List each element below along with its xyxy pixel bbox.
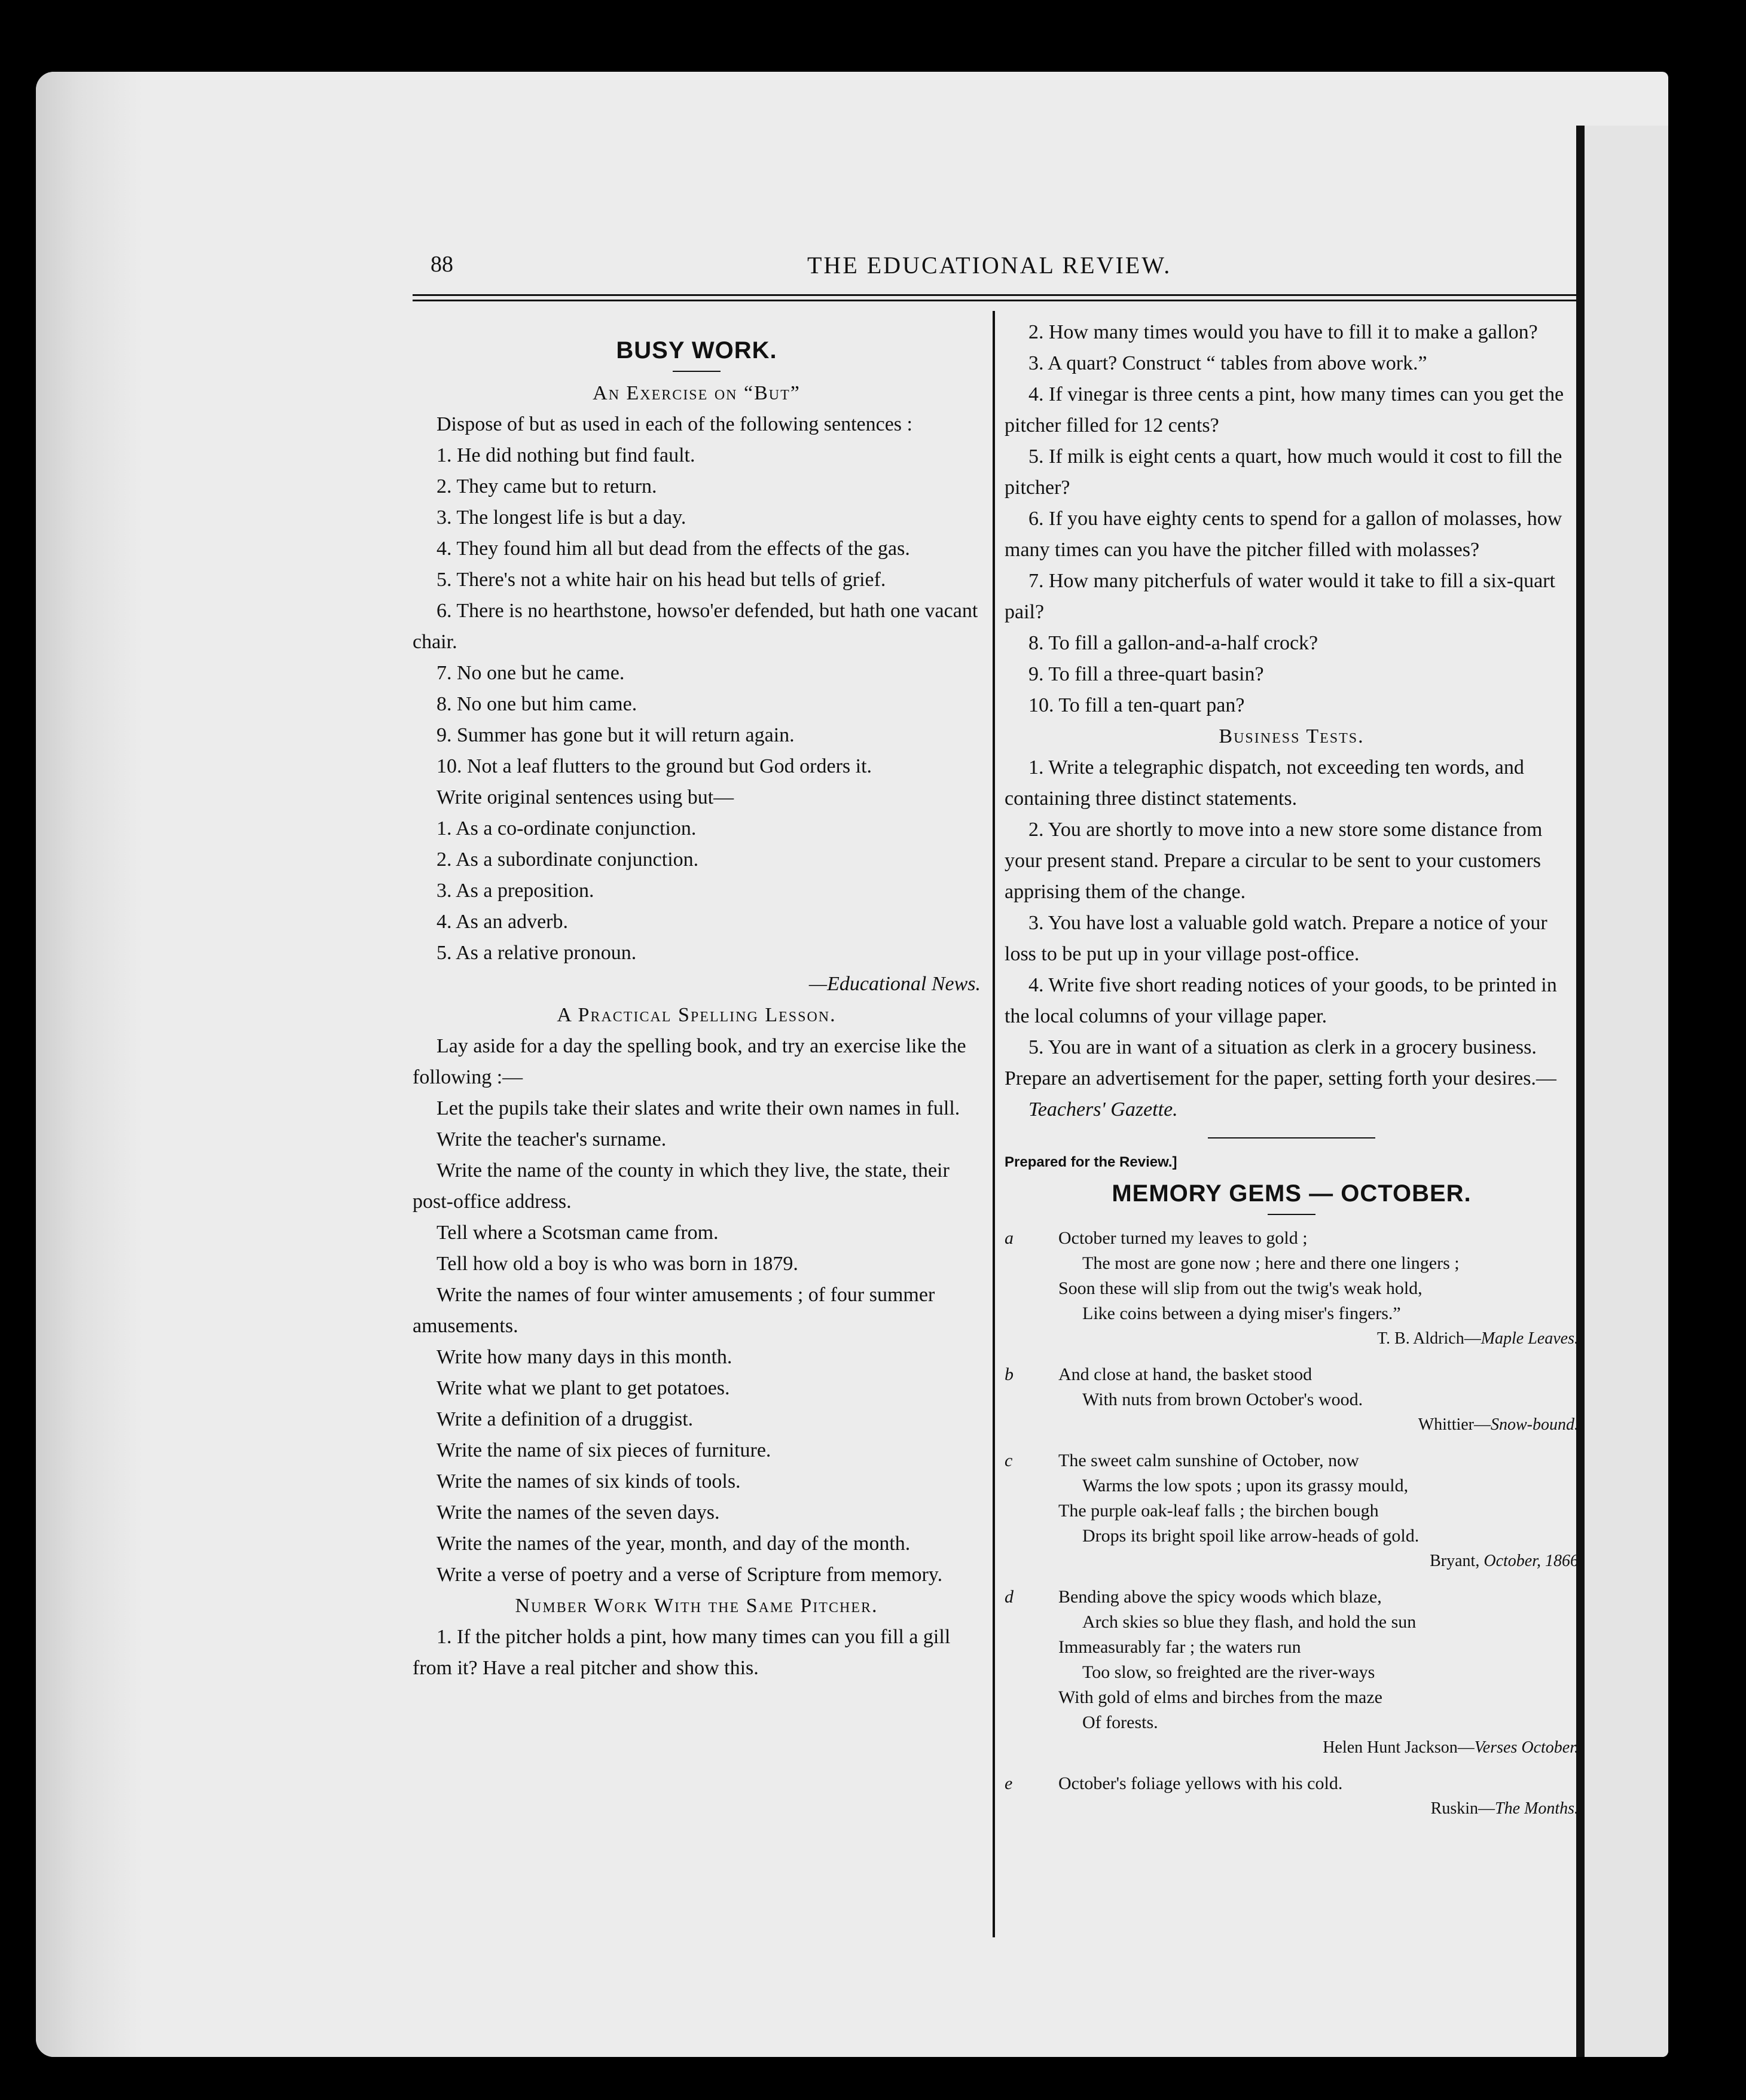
running-title: THE EDUCATIONAL REVIEW. xyxy=(807,252,1172,279)
title-rule xyxy=(673,371,721,372)
write-intro: Write original sentences using but— xyxy=(436,786,734,808)
gem-work: Verses October. xyxy=(1474,1738,1579,1757)
gem-work: October, 1866 xyxy=(1484,1552,1579,1570)
prepared-note: Prepared for the Review.] xyxy=(1005,1154,1177,1170)
poem-line: And close at hand, the basket stood xyxy=(1058,1365,1312,1384)
poem-line: Too slow, so freighted are the river-ways xyxy=(1082,1662,1375,1682)
item-number: 3. xyxy=(1028,912,1048,934)
gem-work: Maple Leaves. xyxy=(1481,1329,1579,1348)
poem-line: Like coins between a dying miser's fingers.” xyxy=(1082,1304,1401,1323)
item-text: Summer has gone but it will return again. xyxy=(457,724,795,746)
memory-gem-b xyxy=(1005,1362,1579,1437)
write-item xyxy=(413,844,981,875)
gem-author: T. B. Aldrich— xyxy=(1377,1329,1481,1348)
poem-line: With nuts from brown October's wood. xyxy=(1082,1390,1363,1409)
business-heading: Business Tests. xyxy=(1219,725,1365,747)
item-number: 4. xyxy=(436,911,456,933)
poem-line: Bending above the spicy woods which blaze, xyxy=(1058,1587,1382,1607)
business-source-text: Teachers' Gazette. xyxy=(1028,1098,1178,1121)
spelling-paragraph: Write the names of the year, month, and day of the month. xyxy=(436,1533,911,1555)
adjacent-page-edge xyxy=(1585,126,1668,2057)
item-number: 9. xyxy=(1028,663,1049,685)
poem-line: Warms the low spots ; upon its grassy mould, xyxy=(1082,1476,1409,1495)
page-header xyxy=(431,251,1614,287)
right-column xyxy=(1005,317,1579,1821)
gem-letter: b xyxy=(1005,1365,1014,1384)
page-number: 88 xyxy=(431,252,453,277)
spelling-paragraph: Write a verse of poetry and a verse of Scripture from memory. xyxy=(436,1564,943,1586)
item-number: 10. xyxy=(1028,694,1059,716)
exercise-list xyxy=(413,440,981,782)
number-work-item xyxy=(1005,379,1579,441)
memory-gem-d xyxy=(1005,1585,1579,1760)
item-text: He did nothing but find fault. xyxy=(457,444,695,466)
number-work-list xyxy=(1005,317,1579,721)
exercise-item xyxy=(413,689,981,720)
item-text: As a subordinate conjunction. xyxy=(456,848,699,871)
item-number: 1. xyxy=(1028,756,1049,779)
exercise-item xyxy=(413,471,981,502)
item-text: As a relative pronoun. xyxy=(456,942,637,964)
item-number: 8. xyxy=(436,693,457,715)
item-text: They found him all but dead from the effects of the gas. xyxy=(456,538,910,560)
spelling-paragraph: Write the names of six kinds of tools. xyxy=(436,1470,741,1492)
item-number: 8. xyxy=(1028,632,1049,654)
left-column xyxy=(413,335,981,1684)
item-text: How many times would you have to fill it to make a gallon? xyxy=(1049,321,1538,343)
spelling-paragraph: Lay aside for a day the spelling book, and try an exercise like the following :— xyxy=(413,1035,966,1088)
business-list xyxy=(1005,752,1579,1094)
exercise-source: —Educational News. xyxy=(808,973,981,995)
spelling-paragraph: Write the name of the county in which they live, the state, their post-office address. xyxy=(413,1159,950,1213)
spelling-heading: A Practical Spelling Lesson. xyxy=(557,1004,837,1026)
item-text: You have lost a valuable gold watch. Prepare a notice of your loss to be put up in your village post-office. xyxy=(1005,912,1547,965)
poem-line: With gold of elms and birches from the maze xyxy=(1058,1687,1382,1707)
item-number: 4. xyxy=(436,538,457,560)
write-list xyxy=(413,813,981,969)
spelling-paragraph: Write the teacher's surname. xyxy=(436,1128,667,1150)
poem-line: Immeasurably far ; the waters run xyxy=(1058,1637,1301,1657)
memory-gems-title: MEMORY GEMS — OCTOBER. xyxy=(1112,1180,1472,1207)
item-text: The longest life is but a day. xyxy=(456,506,686,529)
gem-author: Whittier— xyxy=(1418,1415,1491,1434)
item-text: If the pitcher holds a pint, how many times can you fill a gill from it? Have a real pitcher and show this. xyxy=(413,1626,951,1679)
business-item xyxy=(1005,970,1579,1032)
poem-line: The most are gone now ; here and there one lingers ; xyxy=(1082,1253,1460,1273)
item-number: 5. xyxy=(1028,1036,1048,1058)
spelling-paragraph: Write the names of four winter amusements ; of four summer amusements. xyxy=(413,1284,935,1337)
item-text: Not a leaf flutters to the ground but God orders it. xyxy=(467,755,872,777)
spelling-list xyxy=(413,1031,981,1591)
item-number: 1. xyxy=(436,444,457,466)
busy-work-title: BUSY WORK. xyxy=(616,337,777,364)
business-item xyxy=(1005,814,1579,908)
exercise-item xyxy=(413,502,981,533)
exercise-item xyxy=(413,596,981,658)
item-number: 9. xyxy=(436,724,457,746)
item-number: 3. xyxy=(436,506,457,529)
exercise-intro: Dispose of but as used in each of the following sentences : xyxy=(436,413,912,435)
item-number: 5. xyxy=(436,942,456,964)
business-item xyxy=(1005,752,1579,814)
number-work-heading: Number Work With the Same Pitcher. xyxy=(515,1595,878,1617)
gem-attribution xyxy=(1005,1796,1579,1821)
memory-gem-e xyxy=(1005,1771,1579,1821)
item-text: No one but he came. xyxy=(457,662,625,684)
item-text: There is no hearthstone, howso'er defended, but hath one vacant chair. xyxy=(413,600,978,653)
gem-letter: c xyxy=(1005,1451,1013,1470)
number-work-item xyxy=(1005,566,1579,628)
item-text: As an adverb. xyxy=(456,911,569,933)
item-number: 4. xyxy=(1028,974,1049,996)
gems-title-rule xyxy=(1268,1214,1315,1215)
item-number: 3. xyxy=(1028,352,1048,374)
item-text: If vinegar is three cents a pint, how many times can you get the pitcher filled for 12 cents? xyxy=(1005,383,1564,437)
gem-attribution xyxy=(1005,1412,1579,1437)
poem-line: The purple oak-leaf falls ; the birchen bough xyxy=(1058,1501,1379,1521)
poem-line: Soon these will slip from out the twig's weak hold, xyxy=(1058,1278,1423,1298)
write-item xyxy=(413,875,981,906)
item-text: They came but to return. xyxy=(456,475,657,497)
number-work-item xyxy=(1005,659,1579,690)
item-text: To fill a gallon-and-a-half crock? xyxy=(1048,632,1318,654)
business-source xyxy=(1005,1094,1579,1125)
spelling-paragraph: Write the name of six pieces of furniture. xyxy=(436,1439,771,1461)
item-number: 1. xyxy=(436,1626,457,1648)
page-sheet xyxy=(36,72,1668,2057)
gem-letter: d xyxy=(1005,1587,1014,1607)
spelling-paragraph: Write how many days in this month. xyxy=(436,1346,732,1368)
poem-line: The sweet calm sunshine of October, now xyxy=(1058,1451,1359,1470)
item-number: 10. xyxy=(436,755,467,777)
gem-attribution xyxy=(1005,1549,1579,1574)
write-item xyxy=(413,906,981,938)
number-work-item xyxy=(1005,441,1579,503)
item-text: A quart? Construct “ tables from above work.” xyxy=(1048,352,1427,374)
item-number: 7. xyxy=(1028,570,1049,592)
item-text: You are shortly to move into a new store some distance from your present stand. Prepare a circular to be sent to your customers apprising them of the change. xyxy=(1005,819,1543,903)
header-double-rule xyxy=(413,294,1579,301)
spelling-paragraph: Write what we plant to get potatoes. xyxy=(436,1377,730,1399)
poem-line: Of forests. xyxy=(1082,1713,1158,1732)
exercise-item xyxy=(413,564,981,596)
gem-author: Bryant, xyxy=(1430,1552,1484,1570)
business-item xyxy=(1005,1032,1579,1094)
gem-author: Ruskin— xyxy=(1430,1799,1495,1818)
spelling-paragraph: Tell how old a boy is who was born in 1879. xyxy=(436,1253,798,1275)
column-divider xyxy=(993,311,995,1937)
gem-work: Snow-bound. xyxy=(1491,1415,1579,1434)
write-item xyxy=(413,813,981,844)
number-work-item xyxy=(1005,628,1579,659)
item-number: 6. xyxy=(1028,508,1049,530)
gem-author: Helen Hunt Jackson— xyxy=(1323,1738,1475,1757)
item-text: How many pitcherfuls of water would it take to fill a six-quart pail? xyxy=(1005,570,1555,623)
number-work-item xyxy=(1005,503,1579,566)
memory-gem-a xyxy=(1005,1226,1579,1351)
item-text: To fill a three-quart basin? xyxy=(1048,663,1264,685)
item-number: 6. xyxy=(436,600,457,622)
memory-gems xyxy=(1005,1226,1579,1821)
poem-line: Drops its bright spoil like arrow-heads of gold. xyxy=(1082,1526,1420,1546)
item-text: If you have eighty cents to spend for a gallon of molasses, how many times can you have the pitcher filled with molasses? xyxy=(1005,508,1562,561)
exercise-item xyxy=(413,658,981,689)
item-text: As a co-ordinate conjunction. xyxy=(456,817,697,840)
gem-work: The Months. xyxy=(1495,1799,1579,1818)
item-number: 2. xyxy=(436,848,456,871)
business-item xyxy=(1005,908,1579,970)
item-number: 5. xyxy=(1028,445,1049,468)
spelling-paragraph: Write the names of the seven days. xyxy=(436,1501,720,1524)
item-text: You are in want of a situation as clerk in a grocery business. Prepare an advertisement for the paper, setting forth your desires.— xyxy=(1005,1036,1556,1089)
item-number: 7. xyxy=(436,662,457,684)
gem-letter: a xyxy=(1005,1228,1014,1248)
item-number: 4. xyxy=(1028,383,1049,405)
item-text: To fill a ten-quart pan? xyxy=(1058,694,1245,716)
item-text: As a preposition. xyxy=(456,880,594,902)
gem-attribution xyxy=(1005,1735,1579,1760)
item-number: 2. xyxy=(436,475,457,497)
exercise-item xyxy=(413,533,981,564)
gem-attribution xyxy=(1005,1326,1579,1351)
item-text: If milk is eight cents a quart, how much would it cost to fill the pitcher? xyxy=(1005,445,1562,499)
write-item xyxy=(413,938,981,969)
number-work-item-1 xyxy=(413,1622,981,1684)
number-work-item xyxy=(1005,317,1579,348)
page-gutter xyxy=(36,72,144,2057)
spelling-paragraph: Write a definition of a druggist. xyxy=(436,1408,694,1430)
item-number: 3. xyxy=(436,880,456,902)
memory-gem-c xyxy=(1005,1448,1579,1574)
poem-line: October's foliage yellows with his cold. xyxy=(1058,1774,1343,1793)
item-text: Write five short reading notices of your goods, to be printed in the local columns of your village paper. xyxy=(1005,974,1557,1027)
item-text: There's not a white hair on his head but tells of grief. xyxy=(456,569,886,591)
item-number: 2. xyxy=(1028,321,1049,343)
item-number: 2. xyxy=(1028,819,1048,841)
number-work-item xyxy=(1005,690,1579,721)
item-text: No one but him came. xyxy=(457,693,637,715)
poem-line: Arch skies so blue they flash, and hold the sun xyxy=(1082,1612,1417,1632)
poem-line: October turned my leaves to gold ; xyxy=(1058,1228,1308,1248)
item-number: 1. xyxy=(436,817,456,840)
item-text: Write a telegraphic dispatch, not exceeding ten words, and containing three distinct statements. xyxy=(1005,756,1524,810)
gem-letter: e xyxy=(1005,1774,1013,1793)
section-rule xyxy=(1208,1137,1375,1138)
exercise-item xyxy=(413,440,981,471)
exercise-heading: An Exercise on “But” xyxy=(593,382,801,404)
item-number: 5. xyxy=(436,569,457,591)
number-work-item xyxy=(1005,348,1579,379)
exercise-item xyxy=(413,751,981,782)
spelling-paragraph: Tell where a Scotsman came from. xyxy=(436,1222,719,1244)
spelling-paragraph: Let the pupils take their slates and write their own names in full. xyxy=(436,1097,960,1119)
exercise-item xyxy=(413,720,981,751)
